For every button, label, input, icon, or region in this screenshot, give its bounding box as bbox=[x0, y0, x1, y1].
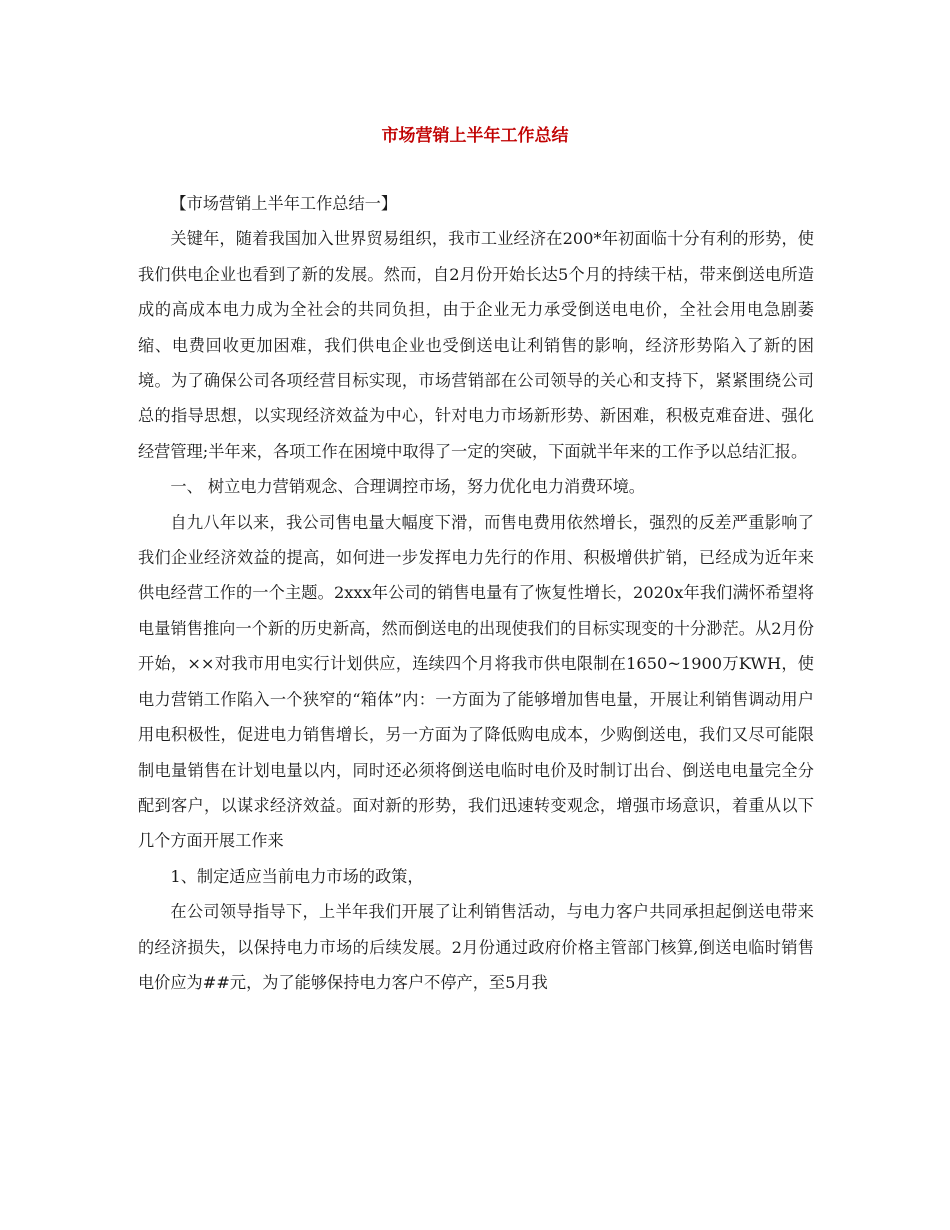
list-item-heading: 1、制定适应当前电力市场的政策， bbox=[170, 866, 424, 886]
document-title: 市场营销上半年工作总结 bbox=[381, 126, 569, 146]
paragraph: 在公司领导指导下，上半年我们开展了让利销售活动，与电力客户共同承担起倒送电带来的经济损失，以保持电力市场的后续发展。2月份通过政府价格主管部门核算,倒送电临时销售电价应为##元，为了能够保持电力客户不停产，至5月我 bbox=[138, 902, 814, 992]
section-heading: 【市场营销上半年工作总结一】 bbox=[170, 194, 398, 213]
paragraph: 关键年，随着我国加入世界贸易组织，我市工业经济在200*年初面临十分有利的形势，使我们供电企业也看到了新的发展。然而，自2月份开始长达5个月的持续干枯，带来倒送电所造成的高成本电力成为全社会的共同负担，由于企业无力承受倒送电电价，全社会用电急剧萎缩、电费回收更加困难，我们供电企业也受倒送电让利销售的影响，经济形势陷入了新的困境。为了确保公司各项经营目标实现，市场营销部在公司领导的关心和支持下，紧紧围绕公司总的指导思想，以实现经济效益为中心，针对电力市场新形势、新困难，积极克难奋进、强化经营管理;半年来，各项工作在困境中取得了一定的突破，下面就半年来的工作予以总结汇报。 bbox=[138, 229, 814, 461]
document-body bbox=[138, 186, 814, 1000]
paragraph: 自九八年以来，我公司售电量大幅度下滑，而售电费用依然增长，强烈的反差严重影响了我们企业经济效益的提高，如何进一步发挥电力先行的作用、积极增供扩销，已经成为近年来供电经营工作的一个主题。2xxx年公司的销售电量有了恢复性增长，2020x年我们满怀希望将电量销售推向一个新的历史新高，然而倒送电的出现使我们的目标实现变的十分渺茫。从2月份开始，××对我市用电实行计划供应，连续四个月将我市供电限制在1650~1900万KWH，使电力营销工作陷入一个狭窄的“箱体”内：一方面为了能够增加售电量，开展让利销售调动用户用电积极性，促进电力销售增长，另一方面为了降低购电成本，少购倒送电，我们又尽可能限制电量销售在计划电量以内，同时还必须将倒送电临时电价及时制订出台、倒送电电量完全分配到客户，以谋求经济效益。面对新的形势，我们迅速转变观念，增强市场意识，着重从以下几个方面开展工作来 bbox=[138, 512, 814, 851]
subsection-heading: 一、 树立电力营销观念、合理调控市场，努力优化电力消费环境。 bbox=[170, 477, 645, 497]
